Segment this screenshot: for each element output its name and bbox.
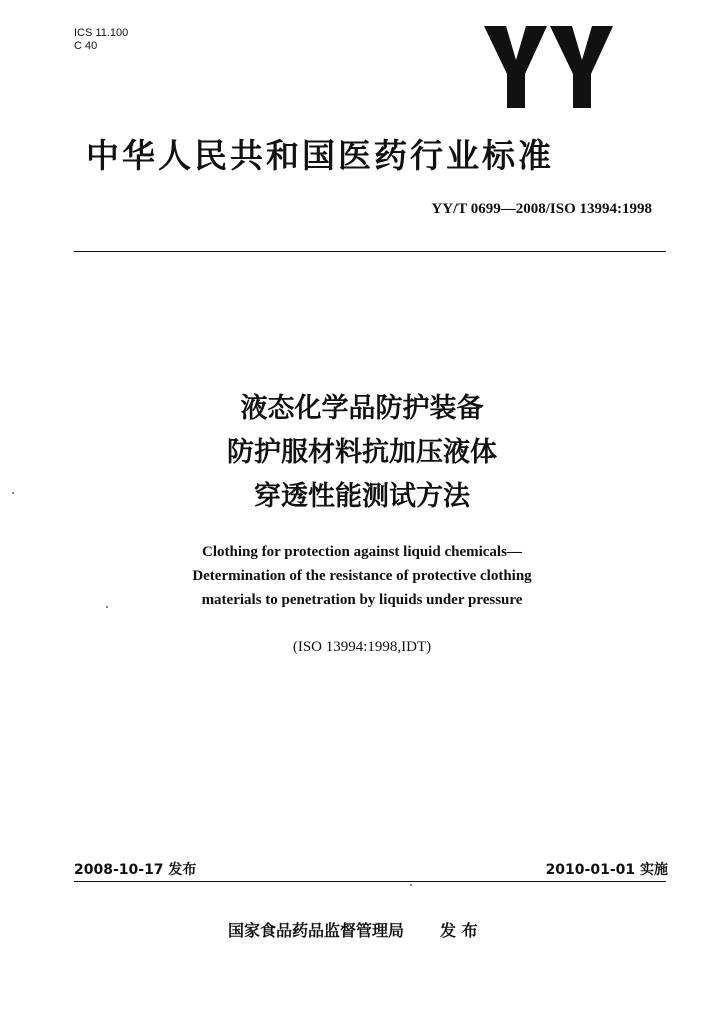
english-title [0, 540, 724, 612]
chinese-title [0, 387, 724, 519]
english-title-line1: Clothing for protection against liquid chemicals— [202, 544, 522, 560]
scan-speck [106, 606, 108, 608]
standard-code: YY/T 0699—2008/ISO 13994:1998 [431, 201, 652, 217]
english-title-line2: Determination of the resistance of protective clothing [192, 568, 532, 584]
footer-divider [74, 881, 666, 882]
header-divider [74, 251, 666, 252]
issuer [228, 918, 478, 941]
ccs-code: C 40 [74, 40, 98, 52]
implementation-date: 2010-01-01 实施 [545, 862, 668, 878]
chinese-title-line3: 穿透性能测试方法 [254, 481, 470, 512]
org-title: 中华人民共和国医药行业标准 [86, 136, 554, 175]
chinese-title-line2: 防护服材料抗加压液体 [227, 437, 497, 468]
ics-code: ICS 11.100 [74, 27, 129, 39]
scan-speck [410, 884, 412, 886]
scan-speck [12, 492, 14, 494]
issuer-action: 发 布 [440, 921, 478, 940]
iso-equivalence: (ISO 13994:1998,IDT) [292, 639, 432, 655]
classification-codes [74, 27, 128, 53]
issue-date: 2008-10-17 发布 [74, 862, 197, 878]
issuer-name: 国家食品药品监督管理局 [228, 921, 405, 940]
english-title-line3: materials to penetration by liquids under pressure [201, 592, 523, 608]
chinese-title-line1: 液态化学品防护装备 [240, 393, 484, 424]
yy-logo [484, 22, 614, 112]
